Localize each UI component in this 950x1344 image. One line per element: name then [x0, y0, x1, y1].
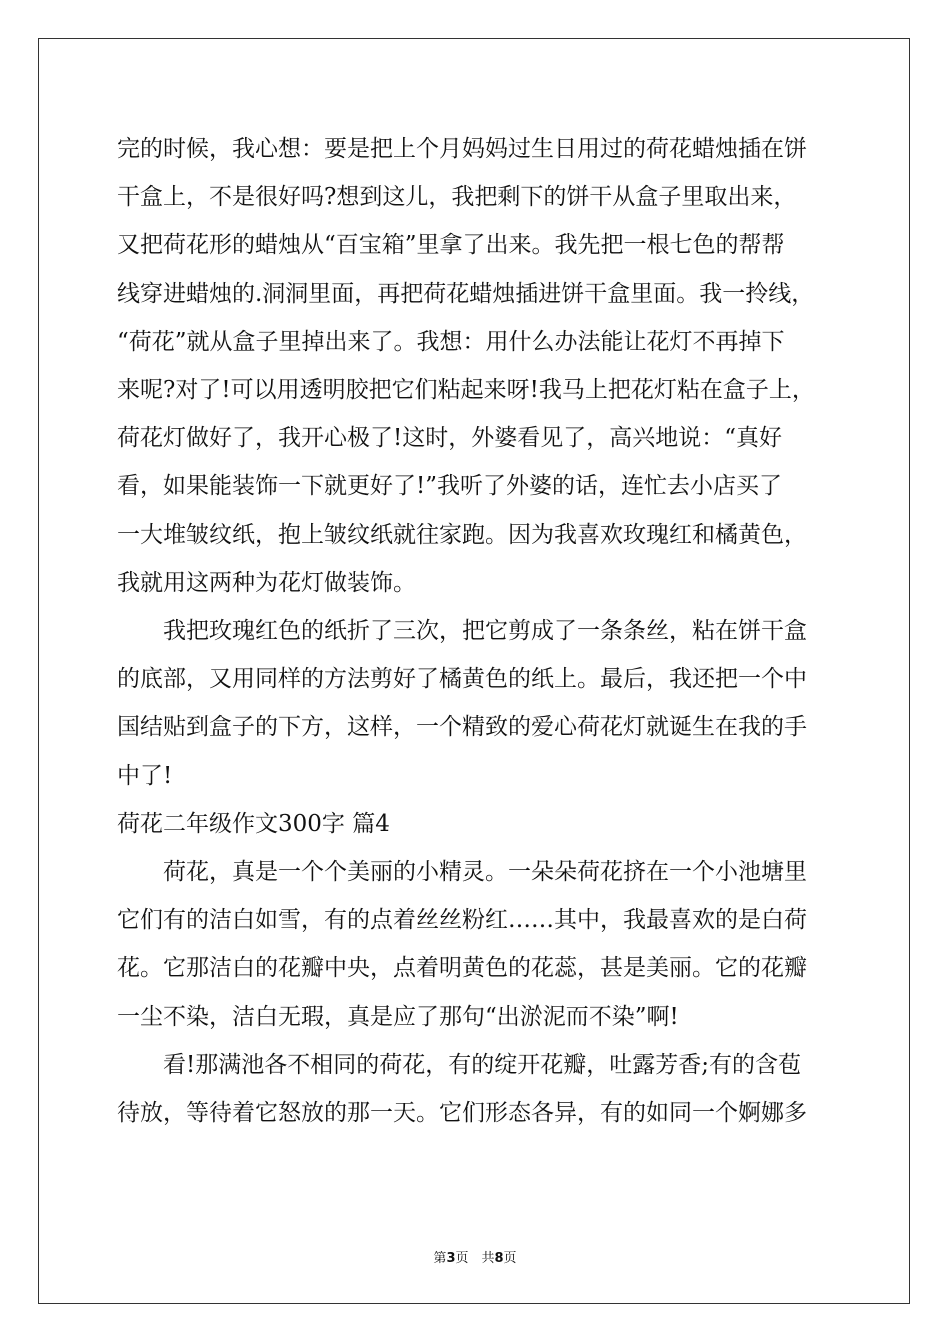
text-line: 荷花，真是一个个美丽的小精灵。一朵朵荷花挤在一个小池塘里 [163, 859, 807, 886]
text-line: 我把玫瑰红色的纸折了三次，把它剪成了一条条丝，粘在饼干盒 [163, 618, 807, 645]
page-suffix: 页 [503, 1251, 517, 1266]
text-line: 又把荷花形的蜡烛从“百宝箱”里拿了出来。我先把一根七色的帮帮 [117, 232, 785, 259]
text-line: 中了! [117, 762, 173, 789]
text-line: 我就用这两种为花灯做装饰。 [117, 569, 416, 596]
text-line: 待放，等待着它怒放的那一天。它们形态各异，有的如同一个婀娜多 [117, 1100, 807, 1127]
page-mid: 页 共 [455, 1251, 495, 1266]
document-body [117, 125, 837, 1137]
text-line: 荷花灯做好了，我开心极了!这时，外婆看见了，高兴地说：“真好 [117, 425, 783, 452]
page-footer [0, 1247, 950, 1266]
text-line: 一大堆皱纹纸，抱上皱纹纸就往家跑。因为我喜欢玫瑰红和橘黄色， [117, 521, 807, 548]
text-line: 一尘不染，洁白无瑕，真是应了那句“出淤泥而不染”啊! [117, 1003, 679, 1030]
text-line: 的底部，又用同样的方法剪好了橘黄色的纸上。最后，我还把一个中 [117, 666, 807, 693]
text-line: 干盒上，不是很好吗?想到这儿，我把剩下的饼干从盒子里取出来， [117, 184, 797, 211]
text-line: 完的时候，我心想：要是把上个月妈妈过生日用过的荷花蜡烛插在饼 [117, 136, 807, 162]
text-line: 国结贴到盒子的下方，这样，一个精致的爱心荷花灯就诞生在我的手 [117, 714, 807, 741]
text-line: “荷花”就从盒子里掉出来了。我想：用什么办法能让花灯不再掉下 [117, 328, 785, 355]
text-line: 花。它那洁白的花瓣中央，点着明黄色的花蕊，甚是美丽。它的花瓣 [117, 955, 807, 982]
current-page-number: 3 [446, 1251, 456, 1266]
section-heading: 荷花二年级作文300字 篇4 [117, 810, 390, 837]
text-line: 线穿进蜡烛的.洞洞里面，再把荷花蜡烛插进饼干盒里面。我一拎线， [117, 280, 815, 307]
text-line: 来呢?对了!可以用透明胶把它们粘起来呀!我马上把花灯粘在盒子上， [117, 377, 815, 404]
text-line: 看，如果能装饰一下就更好了!”我听了外婆的话，连忙去小店买了 [117, 473, 783, 500]
page-prefix: 第 [433, 1251, 447, 1266]
total-page-number: 8 [494, 1251, 504, 1266]
text-line: 看!那满池各不相同的荷花，有的绽开花瓣，吐露芳香;有的含苞 [163, 1051, 801, 1078]
text-line: 它们有的洁白如雪，有的点着丝丝粉红……其中，我最喜欢的是白荷 [117, 907, 807, 934]
